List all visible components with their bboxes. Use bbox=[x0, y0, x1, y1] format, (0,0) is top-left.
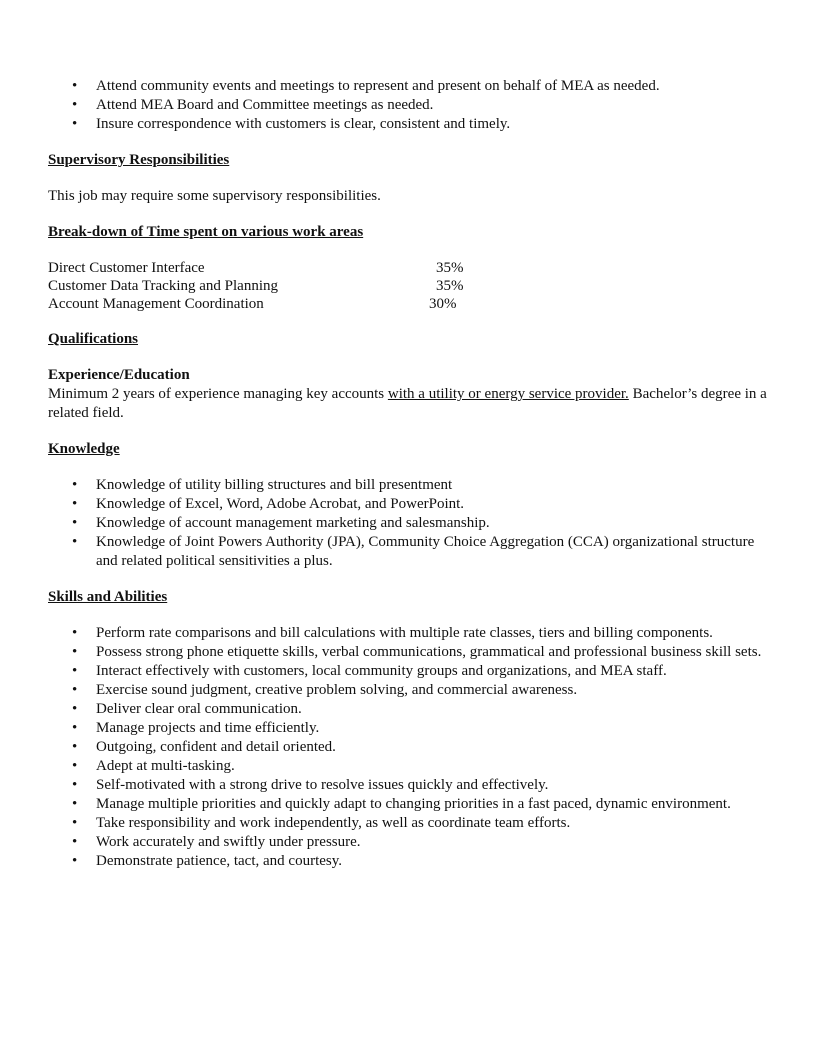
document-page bbox=[48, 77, 768, 871]
list-item: • Knowledge of Excel, Word, Adobe Acrobat, and PowerPoint. bbox=[48, 495, 768, 514]
breakdown-table bbox=[48, 259, 768, 313]
list-item: • Possess strong phone etiquette skills, verbal communications, grammatical and professional business skill sets. bbox=[48, 643, 768, 662]
breakdown-row bbox=[48, 277, 768, 295]
breakdown-row bbox=[48, 259, 768, 277]
list-item: • Manage projects and time efficiently. bbox=[48, 719, 768, 738]
list-item: • Demonstrate patience, tact, and courtesy. bbox=[48, 852, 768, 871]
list-item: • Attend community events and meetings to represent and present on behalf of MEA as needed. bbox=[48, 77, 768, 96]
knowledge-heading: Knowledge bbox=[48, 441, 120, 457]
list-item: • Knowledge of utility billing structures and bill presentment bbox=[48, 476, 768, 495]
list-item: • Adept at multi-tasking. bbox=[48, 757, 768, 776]
qualifications-heading: Qualifications bbox=[48, 331, 139, 347]
breakdown-percent: 30% bbox=[429, 296, 457, 312]
breakdown-area: Customer Data Tracking and Planning bbox=[48, 278, 278, 294]
list-item: • Perform rate comparisons and bill calculations with multiple rate classes, tiers and billing components. bbox=[48, 624, 768, 643]
skills-heading: Skills and Abilities bbox=[48, 589, 168, 605]
supervisory-text: This job may require some supervisory responsibilities. bbox=[48, 188, 381, 204]
skills-list bbox=[48, 624, 768, 871]
experience-text: Minimum 2 years of experience managing key accounts with a utility or energy service provider. Bachelor’s degree in a related field. bbox=[48, 386, 767, 421]
list-item: • Knowledge of account management marketing and salesmanship. bbox=[48, 514, 768, 533]
breakdown-row bbox=[48, 295, 768, 313]
list-item: • Outgoing, confident and detail oriented. bbox=[48, 738, 768, 757]
list-item: • Insure correspondence with customers is clear, consistent and timely. bbox=[48, 115, 768, 134]
list-item: • Take responsibility and work independently, as well as coordinate team efforts. bbox=[48, 814, 768, 833]
experience-underlined-text: with a utility or energy service provider. bbox=[387, 386, 629, 402]
list-item: • Work accurately and swiftly under pressure. bbox=[48, 833, 768, 852]
list-item: • Manage multiple priorities and quickly adapt to changing priorities in a fast paced, dynamic environment. bbox=[48, 795, 768, 814]
list-item: • Interact effectively with customers, local community groups and organizations, and MEA staff. bbox=[48, 662, 768, 681]
breakdown-heading: Break-down of Time spent on various work areas bbox=[48, 224, 364, 240]
top-bullet-list bbox=[48, 77, 768, 134]
experience-heading: Experience/Education bbox=[48, 367, 190, 383]
breakdown-area: Direct Customer Interface bbox=[48, 260, 205, 276]
supervisory-heading: Supervisory Responsibilities bbox=[48, 152, 230, 168]
list-item: • Self-motivated with a strong drive to resolve issues quickly and effectively. bbox=[48, 776, 768, 795]
list-item: • Attend MEA Board and Committee meetings as needed. bbox=[48, 96, 768, 115]
breakdown-percent: 35% bbox=[436, 260, 464, 276]
list-item: • Knowledge of Joint Powers Authority (JPA), Community Choice Aggregation (CCA) organizational structure and related political sensitivities a plus. bbox=[48, 533, 768, 571]
list-item: • Deliver clear oral communication. bbox=[48, 700, 768, 719]
breakdown-area: Account Management Coordination bbox=[48, 296, 264, 312]
list-item: • Exercise sound judgment, creative problem solving, and commercial awareness. bbox=[48, 681, 768, 700]
knowledge-list bbox=[48, 476, 768, 571]
breakdown-percent: 35% bbox=[436, 278, 464, 294]
